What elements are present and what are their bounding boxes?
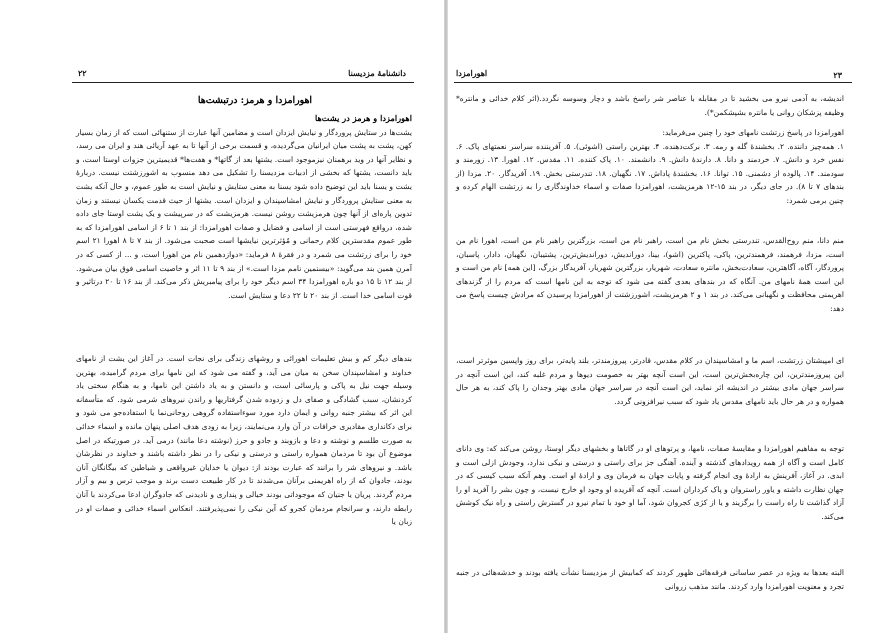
left-paragraph-2: بندهای دیگر کم و بیش تعلیمات اهورائی و روشهای زندگی برای نجات است. در آغاز این یشت از نامهای خداوند و امشاسپندان سخن به میان می آید، و گفته می شود که این نامها برای مردم گرامیده، بهترین وسیله جهت نیل به پاکی و پارسائی است، و دانستن و به یاد داشتن این نامها، و به هنگام سختی یاد کردنشان، سبب گشادگی و صفای دل و زدوده شدن گرفتاریها و راندن نیروهای شرمی شود. که متأسفانه این اثر که بیشتر جنبه روانی و ایمان دارد مورد سوءاستفاده گروهی روحانی‌نما یا استفاده‌جو می شود و برای دکانداری مقادیری خرافات در آن وارد می‌نمایند، زیرا به زودی هدف اصلی پنهان مانده و اسماء خدائی به صورت طلسم و نوشته و دعا و بازوبند و جادو و حرز (نوشته دعا مانند) درمی آید. در صورتیکه در اصل موضوع آن بود تا مردمان همواره راستی و درستی و نیکی را در نظر داشته باشند و خداوند در نظرشان باشد. و نیروهای شر را برانند که عبارت بودند از: دیوان یا خدایان غیرواقعی و شیاطین که بیگانگان آنان بودند، جادوان که از راه اهریمنی برآنان می‌شدند تا در کار طبیعت دست برند و موجب ترس و بیم و آزار مردم گردند. پریان یا جنیان که موجوداتی بودند خیالی و پنداری و نادیدنی که جادوگران ادعا می‌کردند با آنان رابطه دارند، و سرانجام مردمان کجرو که آین نیکی را نمی‌پذیرفتند. انعکاس اسماء خدائی و صفات او در زبان یا (76, 354, 412, 527)
right-header-rule (454, 82, 852, 83)
left-paragraph-1: یشت‌ها در ستایش پروردگار و نیایش ایزدان است و مضامین آنها عبارت از ستنهائی است که از زمان بسیار کهن، پشت به پشت میان ایرانیان می‌گردیده، و قسمت برخی از آنها تا به عهد آریائی هند و ایران می رسد، و نظایر آنها در وید برهمنان نیزموجود است. یشتها بعد از گاتها* و هفت‌ها* قدیمیترین جزوات اوستا است، و باید دانست، یشتها که بخشی از ادبیات مزدیسنا را تشکیل می دهد منسوب به اشورزشتت نیست. دربارهٔ یشت و یسنا باید این توضیح داده شود یسنا به معنی ستایش و نیایش است به طور عموم، و حال آنکه یشت به معنی ستایش پروردگار و نیایش امشاسپندان و ایزدان است. یشتها از حیث قدمت یکسان نیستند و زمان تدوین پاره‌ای از آنها چون هرمزیشت روشن نیست. هرمزیشت که در سرپیشت و یک یشت اوستا جای داده شده، درواقع فهرستی است از اسامی و فضایل و صفات اهورامزدا: از بند ۱ تا ۶ از اسامی اهورامزدا که به طور عموم مقدسترین کلام رحمانی و مُؤثرترین نیایشها است صحبت می‌شود. از بند ۷ تا ۸ اهورا ۲۱ اسم خود را برای زرتشت می شمرد و در فقرهٔ ۸ فرماید: «دوازدهمین نام من اهورا است، و ... از کسی که در آمرن همین بند می‌گوید: «بیستمین نامم مزدا است.» از بند ۹ تا ۱۱ اثر و خاصیت اسامی فوق بیان می‌شود. از بند ۱۲ تا ۱۵ دو باره اهورامزدا ۳۴ اسم دیگر خود را برای پیامبریش ذکر می‌کند. از بند ۱۶ تا ۲۰ درتاثیر و قوت اسامی خدا است. از بند ۲۰ تا ۲۲ دعا و ستایش است. (76, 127, 412, 300)
right-paragraph-6: البته بعدها به ویژه در عصر ساسانی فرقه‌هائی ظهور کردند که کمابیش از مزدیسنا نشأت یافته بودند و خدشه‌هائی در جنبه تجرد و معنویت اهورامزدا وارد کردند. مانند مذهب زروانی (456, 568, 844, 591)
left-text-column (76, 112, 412, 302)
section-heading: اهورامزدا و هرمز: درتبشت‌ها (197, 95, 312, 106)
right-paragraph-5: توجه به مفاهیم اهورامزدا و مقایسهٔ صفات، نامها، و پرتوهای او در گاتاها و بخشهای دیگر اوستا، روشن می‌کند که: وی دانای کامل است و آگاه از همه رویدادهای گذشته و آینده. آهنگی جز برای راستی و درستی و نیکی ندارد، وجودش ازلی است و ابدی. در آغاز، آفرینش به ارادهٔ وی انجام گرفته و پایات جهان به فرمان وی و ارادهٔ او است. وهم آنکه سبب کیسی که در جهان نظارت داشته و یاور راستروان و پاک کرداران است. آنچه که آفریده او وجود او خارج نیست، و چون بشر را آفرید او را آزاد گذاشت تا راه راست را برگزیند و یا از کژی کجروان شود، آما او خود با تمام نیرو در گسترش راستی و راه نیک کوشش می‌کند. (456, 444, 844, 521)
right-running-title: اهورامزدا (456, 68, 488, 78)
left-text-column-2 (76, 352, 412, 529)
right-paragraph-4: ای امپیشتان زرتشت، اسم ما و امشاسپندان در کلام مقدس، قادرتر، پیروزمندتر، بلند پایه‌تر، برای روز واپسین موثرتر است، این پیروزمندترین، این چاره‌بخش‌ترین است، این است آنچه بهتر به خصومت دیوها و مردم غلبه کند، این است آنچه در سراسر جهان مادی بیشتر در اندیشه اثر نماید، این است آنچه در سراسر جهان مادی بهتر وجدان را پاک کند، به هر حال همواره و در هر حال باید نامهای مقدس یاد شود که سبب نیرافزونی گردد. (456, 356, 844, 406)
right-text-column-3 (456, 234, 844, 316)
left-page-number: ۲۲ (78, 68, 87, 78)
right-text-column-2 (456, 126, 844, 208)
right-paragraph-3: منم دانا، منم روح‌القدس، تندرستی بخش نام من است، راهبر نام من است، بزرگترین راهبر نام من است، اهورا نام من است، مزدا، فرهمند، فرهمندترین، پاکی، پاکترین (اشو)، بینا، دوراندیش، دوراندیش‌ترین، پشتیبان، نگهبان، دادار، پاسبان، پروردگار، آگاه، آگاهترین، سعادت‌بخش، مانتره سعادت، شهریار، بزرگترین شهریار، آفریدگار بزرگ، [این همه] نام من است و این است همهٔ نامهای من. آنگاه که در بندهای بعدی گفته می شود که توجه به این نامها است که مردم را از گزندهای اهریمنی محافظت و نگهبانی می‌کند. در بند ۱ و ۲ هرمزیشت، اشورزشتت از اهورامزدا پرسیدن که مرادش چیست پاسخ می دهد: (456, 236, 845, 313)
section-subheading: اهورامزدا و هرمز در یشت‌ها (314, 113, 412, 123)
right-paragraph-2: اهورامزدا در پاسخ زرتشت نامهای خود را چنین می‌فرماید: ۱. همه‌چیز داننده. ۲. بخشندهٔ گله و رمه. ۳. برکت‌دهنده. ۴. بهترین راستی (اشوئی). ۵. آفریننده سراسر نعمتهای پاک. ۶. نفس خرد و دانش. ۷. خردمند و دانا. ۸. دارندهٔ دانش. ۹. دانشمند. ۱۰. پاک کننده. ۱۱. مقدس. ۱۲. اهورا. ۱۳. زورمند و سودمند. ۱۴. پالوده از دشمنی. ۱۵. توانا. ۱۶. بخشندهٔ پاداش. ۱۷. نگهبان. ۱۸. تندرستی بخش. ۱۹. آفریدگار. ۲۰. مزدا (از بندهای ۷ تا ۸). در جای دیگر، در بند ۱۵-۱۲ هرمزیشت، اهورامزدا صفات و اسماء خداوندگاری را به زرتشت الهام کرده و چنین برمی شمرد: (456, 128, 844, 205)
left-page (0, 0, 444, 633)
right-text-column-6 (456, 566, 844, 593)
right-paragraph-1: اندیشه، به آدمی نیرو می بخشید تا در مقابله با عناصر شر راسخ باشد و دچار وسوسه نگردد.(اثر کلام خدائی و مانتره* وظیفه پزشکان روانی یا مانتره بشپشکمن*). (456, 94, 844, 117)
left-running-title: دانشنامهٔ مزدیسنا (348, 68, 406, 78)
right-page (448, 0, 892, 633)
right-text-column-4 (456, 354, 844, 408)
right-text-column (456, 92, 844, 119)
right-text-column-5 (456, 442, 844, 524)
left-header-rule (72, 82, 414, 83)
right-page-number: ۲۳ (833, 70, 842, 80)
